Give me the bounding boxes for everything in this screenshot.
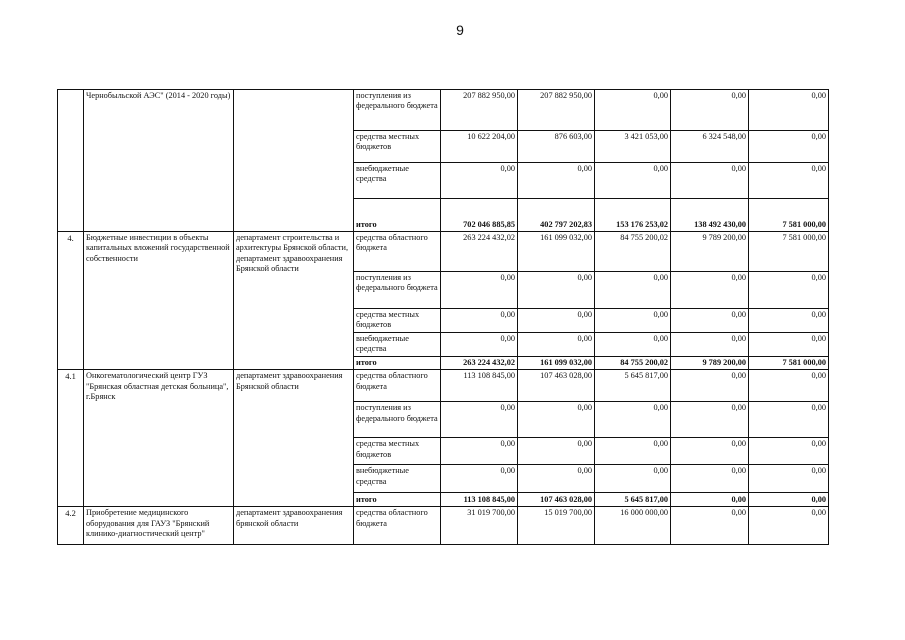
amount-cell: 0,00	[595, 163, 671, 199]
source-cell: итого	[354, 357, 441, 370]
table-row	[58, 232, 829, 272]
total-cell: 7 581 000,00	[749, 357, 829, 370]
amount-cell: 0,00	[749, 402, 829, 438]
amount-cell: 0,00	[518, 333, 595, 357]
amount-cell: 5 645 817,00	[595, 370, 671, 402]
amount-cell: 0,00	[441, 333, 518, 357]
table-row	[58, 507, 829, 545]
amount-cell: 9 789 200,00	[671, 232, 749, 272]
table-row	[58, 90, 829, 131]
amount-cell: 0,00	[518, 309, 595, 333]
amount-cell: 0,00	[671, 333, 749, 357]
source-cell: средства областного бюджета	[354, 507, 441, 545]
executor-cell: департамент строительства и архитектуры Брянской области, департамент здравоохранения Брянской области	[234, 232, 354, 370]
amount-cell: 0,00	[595, 438, 671, 465]
amount-cell: 0,00	[671, 309, 749, 333]
source-cell: поступления из федерального бюджета	[354, 272, 441, 309]
budget-table	[57, 89, 829, 545]
executor-cell	[234, 90, 354, 232]
table-row	[58, 370, 829, 402]
amount-cell: 0,00	[749, 333, 829, 357]
amount-cell: 0,00	[749, 438, 829, 465]
amount-cell: 0,00	[595, 272, 671, 309]
amount-cell: 0,00	[441, 402, 518, 438]
total-cell: 113 108 845,00	[441, 493, 518, 507]
amount-cell: 0,00	[441, 438, 518, 465]
total-cell: 702 046 885,85	[441, 199, 518, 232]
source-cell: средства областного бюджета	[354, 232, 441, 272]
source-cell: средства местных бюджетов	[354, 309, 441, 333]
total-cell: 5 645 817,00	[595, 493, 671, 507]
amount-cell: 0,00	[671, 370, 749, 402]
amount-cell: 876 603,00	[518, 131, 595, 163]
amount-cell: 0,00	[518, 438, 595, 465]
total-cell: 161 099 032,00	[518, 357, 595, 370]
amount-cell: 0,00	[749, 465, 829, 493]
amount-cell: 0,00	[749, 370, 829, 402]
amount-cell: 0,00	[671, 438, 749, 465]
amount-cell: 0,00	[671, 90, 749, 131]
total-cell: 107 463 028,00	[518, 493, 595, 507]
amount-cell: 31 019 700,00	[441, 507, 518, 545]
total-cell: 7 581 000,00	[749, 199, 829, 232]
source-cell: внебюджетные средства	[354, 465, 441, 493]
source-cell: итого	[354, 199, 441, 232]
amount-cell: 0,00	[518, 465, 595, 493]
total-cell: 402 797 202,83	[518, 199, 595, 232]
row-number-cell: 4.	[58, 232, 84, 370]
total-cell: 138 492 430,00	[671, 199, 749, 232]
amount-cell: 0,00	[595, 402, 671, 438]
executor-cell: департамент здравоохранения Брянской области	[234, 370, 354, 507]
amount-cell: 0,00	[671, 402, 749, 438]
source-cell: средства местных бюджетов	[354, 438, 441, 465]
page-number: 9	[456, 22, 464, 38]
amount-cell: 0,00	[595, 309, 671, 333]
total-cell: 153 176 253,02	[595, 199, 671, 232]
row-number-cell	[58, 90, 84, 232]
amount-cell: 0,00	[749, 163, 829, 199]
amount-cell: 16 000 000,00	[595, 507, 671, 545]
source-cell: поступления из федерального бюджета	[354, 90, 441, 131]
amount-cell: 0,00	[518, 272, 595, 309]
amount-cell: 15 019 700,00	[518, 507, 595, 545]
total-cell: 0,00	[671, 493, 749, 507]
amount-cell: 0,00	[441, 272, 518, 309]
amount-cell: 0,00	[671, 465, 749, 493]
amount-cell: 263 224 432,02	[441, 232, 518, 272]
amount-cell: 6 324 548,00	[671, 131, 749, 163]
total-cell: 84 755 200,02	[595, 357, 671, 370]
amount-cell: 10 622 204,00	[441, 131, 518, 163]
amount-cell: 0,00	[441, 163, 518, 199]
amount-cell: 0,00	[749, 309, 829, 333]
measure-name-cell: Онкогематологический центр ГУЗ "Брянская областная детская больница", г.Брянск	[84, 370, 234, 507]
amount-cell: 161 099 032,00	[518, 232, 595, 272]
source-cell: итого	[354, 493, 441, 507]
total-cell: 9 789 200,00	[671, 357, 749, 370]
amount-cell: 84 755 200,02	[595, 232, 671, 272]
amount-cell: 0,00	[671, 507, 749, 545]
amount-cell: 0,00	[749, 272, 829, 309]
row-number-cell: 4.2	[58, 507, 84, 545]
measure-name-cell: Чернобыльской АЭС" (2014 - 2020 годы)	[84, 90, 234, 232]
total-cell: 263 224 432,02	[441, 357, 518, 370]
amount-cell: 0,00	[518, 402, 595, 438]
executor-cell: департамент здравоохранения брянской области	[234, 507, 354, 545]
amount-cell: 113 108 845,00	[441, 370, 518, 402]
amount-cell: 0,00	[749, 507, 829, 545]
amount-cell: 0,00	[671, 163, 749, 199]
amount-cell: 0,00	[518, 163, 595, 199]
measure-name-cell: Бюджетные инвестиции в объекты капитальных вложений государственной собственности	[84, 232, 234, 370]
amount-cell: 0,00	[441, 465, 518, 493]
amount-cell: 3 421 053,00	[595, 131, 671, 163]
source-cell: поступления из федерального бюджета	[354, 402, 441, 438]
total-cell: 0,00	[749, 493, 829, 507]
amount-cell: 0,00	[749, 131, 829, 163]
source-cell: внебюджетные средства	[354, 163, 441, 199]
amount-cell: 0,00	[441, 309, 518, 333]
source-cell: средства областного бюджета	[354, 370, 441, 402]
source-cell: средства местных бюджетов	[354, 131, 441, 163]
amount-cell: 0,00	[595, 333, 671, 357]
amount-cell: 7 581 000,00	[749, 232, 829, 272]
row-number-cell: 4.1	[58, 370, 84, 507]
amount-cell: 207 882 950,00	[441, 90, 518, 131]
measure-name-cell: Приобретение медицинского оборудования для ГАУЗ "Брянский клинико-диагностический центр"	[84, 507, 234, 545]
amount-cell: 207 882 950,00	[518, 90, 595, 131]
amount-cell: 107 463 028,00	[518, 370, 595, 402]
amount-cell: 0,00	[595, 90, 671, 131]
source-cell: внебюджетные средства	[354, 333, 441, 357]
amount-cell: 0,00	[749, 90, 829, 131]
amount-cell: 0,00	[671, 272, 749, 309]
amount-cell: 0,00	[595, 465, 671, 493]
